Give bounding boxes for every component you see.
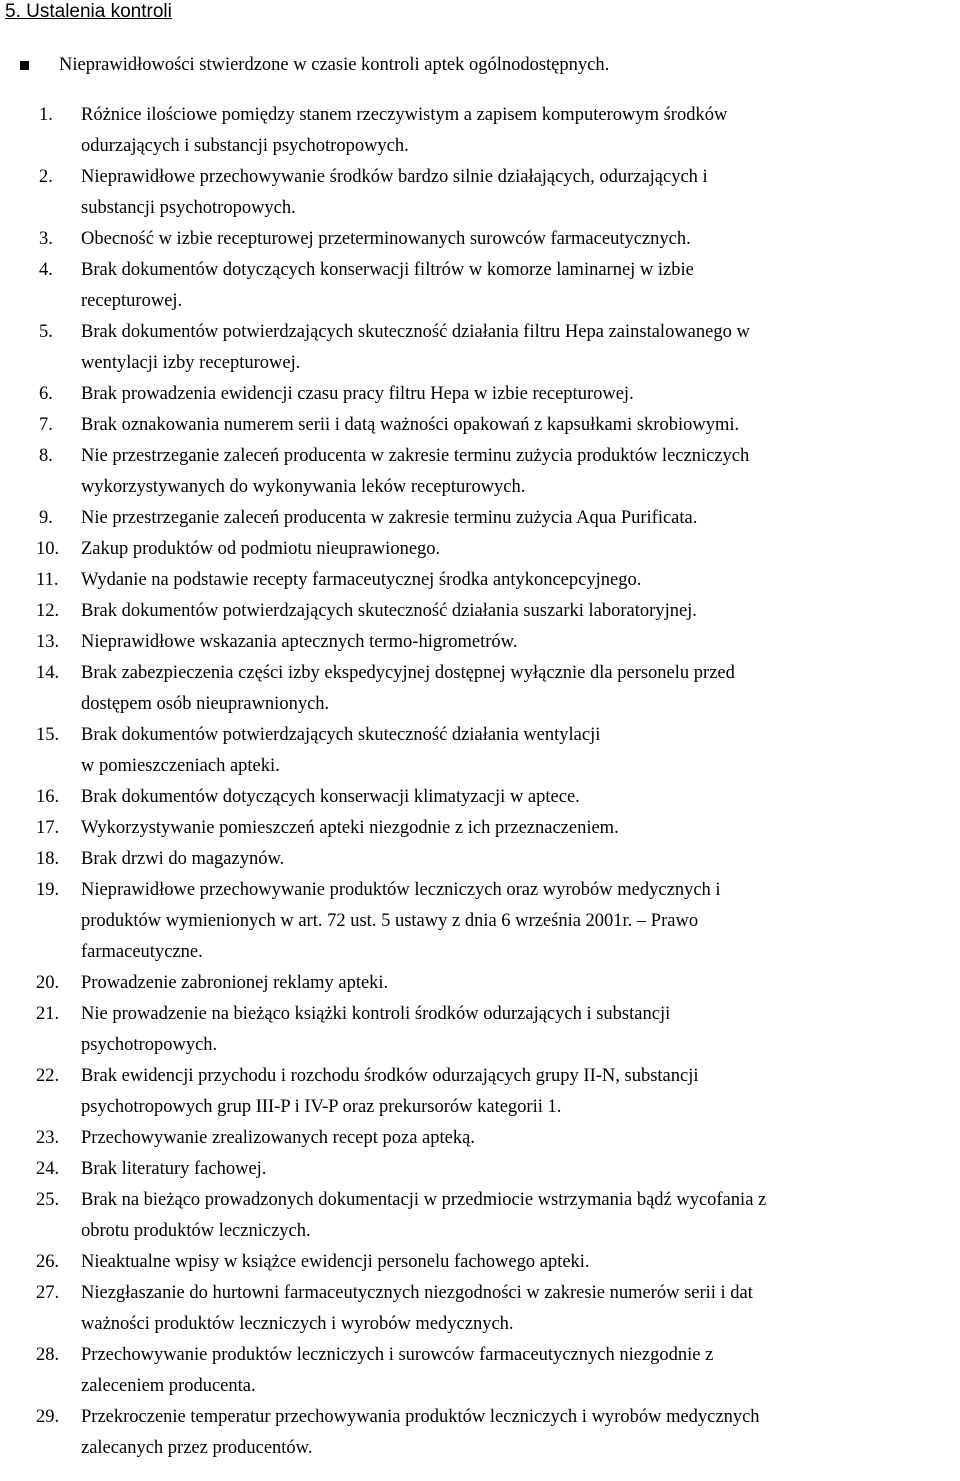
list-item-number: 25. [36, 1190, 60, 1210]
list-item [0, 720, 960, 782]
list-item [0, 410, 960, 441]
list-item-text-line: Brak dokumentów potwierdzających skuteczność działania wentylacji [81, 725, 601, 745]
list-item [0, 441, 960, 503]
list-item-number: 4. [39, 260, 53, 280]
list-item [0, 999, 960, 1061]
subheading [17, 52, 609, 78]
list-item-number: 18. [36, 849, 60, 869]
list-item-number: 24. [36, 1159, 60, 1179]
list-item [0, 1123, 960, 1154]
list-item-text-line: Wykorzystywanie pomieszczeń apteki niezgodnie z ich przeznaczeniem. [81, 818, 619, 838]
list-item-text-line: Nie prowadzenie na bieżąco książki kontroli środków odurzających i substancji [81, 1004, 671, 1024]
list-item-text-line: Przechowywanie zrealizowanych recept poza apteką. [81, 1128, 475, 1148]
list-item [0, 1061, 960, 1123]
list-item-text-line: Nieprawidłowe wskazania aptecznych termo-higrometrów. [81, 632, 518, 652]
list-item-text-line: ważności produktów leczniczych i wyrobów medycznych. [81, 1314, 514, 1334]
subheading-text: Nieprawidłowości stwierdzone w czasie kontroli aptek ogólnodostępnych. [59, 54, 610, 75]
list-item [0, 317, 960, 379]
list-item-text-line: Brak na bieżąco prowadzonych dokumentacji w przedmiocie wstrzymania bądź wycofania z [81, 1190, 767, 1210]
list-item-text-line: psychotropowych grup III-P i IV-P oraz prekursorów kategorii 1. [81, 1097, 562, 1117]
list-item-text-line: Brak dokumentów potwierdzających skuteczność działania suszarki laboratoryjnej. [81, 601, 697, 621]
list-item [0, 1185, 960, 1247]
list-item [0, 565, 960, 596]
list-item-text-line: Brak ewidencji przychodu i rozchodu środków odurzających grupy II-N, substancji [81, 1066, 699, 1086]
list-item-number: 23. [36, 1128, 60, 1148]
list-item [0, 813, 960, 844]
list-item [0, 1402, 960, 1464]
list-item-number: 14. [36, 663, 60, 683]
list-item-number: 27. [36, 1283, 60, 1303]
list-item [0, 875, 960, 968]
list-item-text-line: Brak dokumentów potwierdzających skuteczność działania filtru Hepa zainstalowanego w [81, 322, 750, 342]
list-item [0, 627, 960, 658]
list-item-text-line: Brak prowadzenia ewidencji czasu pracy filtru Hepa w izbie recepturowej. [81, 384, 634, 404]
list-item-text-line: dostępem osób nieuprawnionych. [81, 694, 330, 714]
list-item-text-line: Brak dokumentów dotyczących konserwacji klimatyzacji w aptece. [81, 787, 580, 807]
findings-list [0, 100, 960, 1464]
list-item-number: 9. [39, 508, 53, 528]
list-item-text-line: Nieprawidłowe przechowywanie produktów leczniczych oraz wyrobów medycznych i [81, 880, 721, 900]
list-item-number: 5. [39, 322, 53, 342]
section-title: 5. Ustalenia kontroli [5, 1, 172, 22]
list-item [0, 658, 960, 720]
list-item-text-line: farmaceutyczne. [81, 942, 203, 962]
list-item-text-line: Brak dokumentów dotyczących konserwacji filtrów w komorze laminarnej w izbie [81, 260, 694, 280]
list-item [0, 224, 960, 255]
list-item-number: 22. [36, 1066, 60, 1086]
list-item-text-line: Brak zabezpieczenia części izby ekspedycyjnej dostępnej wyłącznie dla personelu przed [81, 663, 735, 683]
list-item-text-line: wentylacji izby recepturowej. [81, 353, 301, 373]
list-item-number: 7. [39, 415, 53, 435]
list-item-number: 2. [39, 167, 53, 187]
list-item-text-line: zaleceniem producenta. [81, 1376, 256, 1396]
list-item [0, 1154, 960, 1185]
list-item-text-line: zalecanych przez producentów. [81, 1438, 313, 1458]
list-item [0, 1278, 960, 1340]
list-item-number: 21. [36, 1004, 60, 1024]
list-item-text-line: Prowadzenie zabronionej reklamy apteki. [81, 973, 389, 993]
list-item-number: 12. [36, 601, 60, 621]
list-item-text-line: Nieprawidłowe przechowywanie środków bardzo silnie działających, odurzających i [81, 167, 708, 187]
list-item [0, 379, 960, 410]
list-item-text-line: Wydanie na podstawie recepty farmaceutycznej środka antykoncepcyjnego. [81, 570, 642, 590]
list-item-number: 16. [36, 787, 60, 807]
list-item-text-line: Nie przestrzeganie zaleceń producenta w zakresie terminu zużycia produktów leczniczych [81, 446, 750, 466]
list-item-text-line: w pomieszczeniach apteki. [81, 756, 280, 776]
list-item-text-line: Niezgłaszanie do hurtowni farmaceutycznych niezgodności w zakresie numerów serii i dat [81, 1283, 753, 1303]
list-item-text-line: Brak literatury fachowej. [81, 1159, 267, 1179]
list-item-text-line: Brak drzwi do magazynów. [81, 849, 285, 869]
list-item-text-line: odurzających i substancji psychotropowych. [81, 136, 409, 156]
list-item-text-line: Przechowywanie produktów leczniczych i surowców farmaceutycznych niezgodnie z [81, 1345, 714, 1365]
list-item [0, 255, 960, 317]
list-item-text-line: wykorzystywanych do wykonywania leków recepturowych. [81, 477, 526, 497]
list-item [0, 1247, 960, 1278]
list-item-text-line: Zakup produktów od podmiotu nieuprawionego. [81, 539, 441, 559]
list-item [0, 844, 960, 875]
list-item-number: 15. [36, 725, 60, 745]
list-item-text-line: recepturowej. [81, 291, 183, 311]
list-item-number: 10. [36, 539, 60, 559]
list-item-number: 17. [36, 818, 60, 838]
list-item [0, 162, 960, 224]
list-item-number: 19. [36, 880, 60, 900]
list-item-number: 13. [36, 632, 60, 652]
list-item-number: 11. [36, 570, 59, 590]
list-item-number: 26. [36, 1252, 60, 1272]
list-item-text-line: obrotu produktów leczniczych. [81, 1221, 311, 1241]
list-item-text-line: Brak oznakowania numerem serii i datą ważności opakowań z kapsułkami skrobiowymi. [81, 415, 740, 435]
list-item [0, 1340, 960, 1402]
list-item-text-line: produktów wymienionych w art. 72 ust. 5 ustawy z dnia 6 września 2001r. – Prawo [81, 911, 699, 931]
list-item-text-line: substancji psychotropowych. [81, 198, 296, 218]
list-item-number: 28. [36, 1345, 60, 1365]
list-item [0, 968, 960, 999]
list-item-text-line: Przekroczenie temperatur przechowywania produktów leczniczych i wyrobów medycznych [81, 1407, 760, 1427]
list-item-number: 6. [39, 384, 53, 404]
square-bullet-icon [20, 61, 29, 70]
list-item-number: 29. [36, 1407, 60, 1427]
list-item [0, 782, 960, 813]
list-item-text-line: psychotropowych. [81, 1035, 218, 1055]
list-item-number: 20. [36, 973, 60, 993]
list-item-number: 3. [39, 229, 53, 249]
list-item-text-line: Nie przestrzeganie zaleceń producenta w zakresie terminu zużycia Aqua Purificata. [81, 508, 698, 528]
list-item-text-line: Różnice ilościowe pomiędzy stanem rzeczywistym a zapisem komputerowym środków [81, 105, 728, 125]
list-item-text-line: Nieaktualne wpisy w książce ewidencji personelu fachowego apteki. [81, 1252, 590, 1272]
list-item [0, 100, 960, 162]
list-item [0, 503, 960, 534]
list-item-text-line: Obecność w izbie recepturowej przeterminowanych surowców farmaceutycznych. [81, 229, 691, 249]
list-item-number: 1. [39, 105, 53, 125]
list-item [0, 596, 960, 627]
list-item-number: 8. [39, 446, 53, 466]
list-item [0, 534, 960, 565]
